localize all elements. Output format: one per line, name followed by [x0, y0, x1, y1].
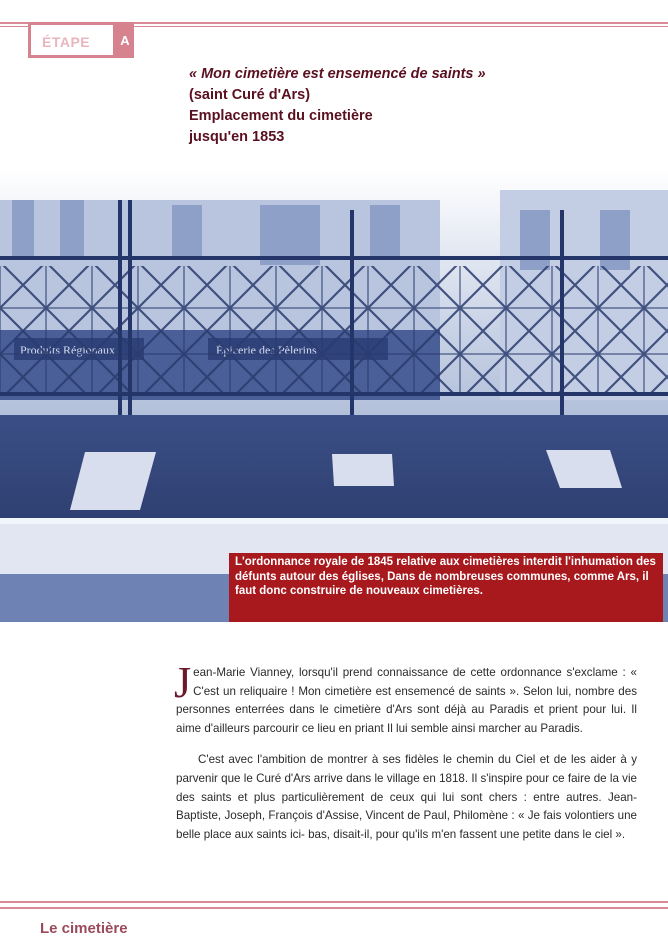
paragraph-1: [174, 658, 637, 738]
heading-attribution: (saint Curé d'Ars): [189, 87, 311, 103]
bottom-rule: [0, 901, 668, 903]
stage-letter: A: [116, 22, 134, 58]
photo-caption: L'ordonnance royale de 1845 relative aux cimetières interdit l'inhumation des défunts autour des églises, Dans de nombreuses communes, comme Ars, il faut donc construire de nouveaux cimetières.: [229, 553, 663, 622]
page-heading: [189, 64, 489, 148]
footer-title: Le cimetière: [40, 920, 128, 937]
heading-line4: jusqu'en 1853: [189, 129, 285, 145]
heading-line3: Emplacement du cimetière: [189, 108, 373, 124]
heading-quote: « Mon cimetière est ensemencé de saints »: [189, 66, 486, 82]
stage-box: [28, 22, 116, 58]
paragraph-1-text: ean-Marie Vianney, lorsqu'il prend connaissance de cette ordonnance s'exclame : « C'est un reliquaire ! Mon cimetière est ensemencé de saints ». Selon lui, nombre des personnes enterrées dans le cimetière d'Ars sont déjà au Paradis et prient pour lui. Il aime d'ailleurs parcourir ce lieu en priant Il lui semble ainsi marcher au Paradis.: [176, 666, 637, 735]
paragraph-2: C'est avec l'ambition de montrer à ses fidèles le chemin du Ciel et de les aider à y parvenir que le Curé d'Ars arrive dans le village en 1818. Il s'inspire pour ce faire de la vie des saints et plus particulièrement de ceux qui lui sont chers : entre autres. Jean-Baptiste, Joseph, François d'Assise, Vincent de Paul, Philomène : « Je fais volontiers une belle place aux saints ici- bas, disait-il, pour qu'ils m'en fassent une petite dans le ciel ».: [176, 753, 637, 841]
bottom-rule-second: [0, 907, 668, 909]
body-text: [174, 658, 637, 844]
stage-label: ÉTAPE: [42, 34, 91, 50]
drop-cap: J: [174, 658, 192, 707]
